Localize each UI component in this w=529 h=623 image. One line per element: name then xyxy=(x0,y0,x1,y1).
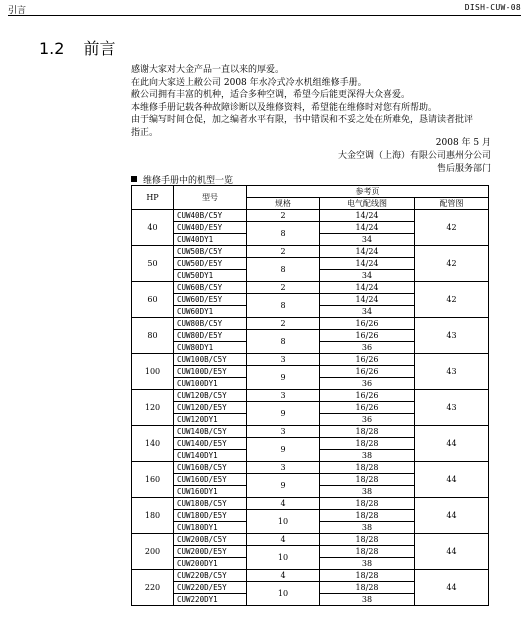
spec-cell: 8 xyxy=(247,294,320,318)
preface-line: 指正。 xyxy=(131,127,159,138)
wiring-cell: 14/24 xyxy=(320,294,415,306)
spec-cell: 2 xyxy=(247,210,320,222)
piping-cell: 42 xyxy=(415,282,489,318)
wiring-cell: 16/26 xyxy=(320,318,415,330)
model-cell: CUW40DY1 xyxy=(174,234,247,246)
spec-cell: 10 xyxy=(247,546,320,570)
wiring-cell: 34 xyxy=(320,306,415,318)
table-row xyxy=(132,390,489,402)
hp-cell: 160 xyxy=(132,462,174,498)
model-cell: CUW100B/C5Y xyxy=(174,354,247,366)
piping-cell: 43 xyxy=(415,318,489,354)
model-cell: CUW200DY1 xyxy=(174,558,247,570)
preface-line: 感谢大家对大金产品一直以来的厚爱。 xyxy=(131,65,285,75)
wiring-cell: 18/28 xyxy=(320,510,415,522)
model-cell: CUW180B/C5Y xyxy=(174,498,247,510)
section-title xyxy=(39,36,116,59)
hp-cell: 180 xyxy=(132,498,174,534)
wiring-cell: 18/28 xyxy=(320,582,415,594)
model-cell: CUW160DY1 xyxy=(174,486,247,498)
model-cell: CUW140D/E5Y xyxy=(174,438,247,450)
header-spec: 规格 xyxy=(247,198,320,210)
model-cell: CUW160D/E5Y xyxy=(174,474,247,486)
model-cell: CUW160B/C5Y xyxy=(174,462,247,474)
table-row xyxy=(132,282,489,294)
table-row xyxy=(132,498,489,510)
piping-cell: 44 xyxy=(415,462,489,498)
signature-block xyxy=(251,137,491,176)
model-cell: CUW140B/C5Y xyxy=(174,426,247,438)
piping-cell: 42 xyxy=(415,246,489,282)
hp-cell: 80 xyxy=(132,318,174,354)
model-cell: CUW80DY1 xyxy=(174,342,247,354)
section-number: 1.2 xyxy=(39,39,65,58)
model-cell: CUW180D/E5Y xyxy=(174,510,247,522)
spec-cell: 9 xyxy=(247,474,320,498)
model-table xyxy=(131,185,489,606)
preface-text xyxy=(131,64,511,140)
table-row xyxy=(132,318,489,330)
hp-cell: 220 xyxy=(132,570,174,606)
header-piping: 配管图 xyxy=(415,198,489,210)
spec-cell: 9 xyxy=(247,438,320,462)
wiring-cell: 14/24 xyxy=(320,282,415,294)
header-hp: HP xyxy=(132,186,174,210)
header-doc-code: DISH-CUW-08 xyxy=(464,3,521,12)
table-row xyxy=(132,426,489,438)
table-row xyxy=(132,462,489,474)
table-row xyxy=(132,534,489,546)
spec-cell: 2 xyxy=(247,318,320,330)
model-cell: CUW50DY1 xyxy=(174,270,247,282)
model-cell: CUW200D/E5Y xyxy=(174,546,247,558)
wiring-cell: 14/24 xyxy=(320,246,415,258)
wiring-cell: 38 xyxy=(320,450,415,462)
hp-cell: 60 xyxy=(132,282,174,318)
model-cell: CUW100D/E5Y xyxy=(174,366,247,378)
model-cell: CUW220DY1 xyxy=(174,594,247,606)
table-row xyxy=(132,354,489,366)
model-cell: CUW120DY1 xyxy=(174,414,247,426)
spec-cell: 9 xyxy=(247,402,320,426)
wiring-cell: 14/24 xyxy=(320,222,415,234)
model-cell: CUW60D/E5Y xyxy=(174,294,247,306)
header-ref-page: 参考页 xyxy=(247,186,489,198)
model-cell: CUW120D/E5Y xyxy=(174,402,247,414)
piping-cell: 44 xyxy=(415,426,489,462)
wiring-cell: 16/26 xyxy=(320,402,415,414)
signature-date: 2008 年 5 月 xyxy=(435,138,491,148)
wiring-cell: 14/24 xyxy=(320,258,415,270)
model-cell: CUW120B/C5Y xyxy=(174,390,247,402)
table-row xyxy=(132,246,489,258)
spec-cell: 2 xyxy=(247,246,320,258)
piping-cell: 43 xyxy=(415,390,489,426)
model-cell: CUW100DY1 xyxy=(174,378,247,390)
preface-line: 本维修手册记载各种故障诊断以及维修资料，希望能在维修时对您有所帮助。 xyxy=(131,102,438,113)
wiring-cell: 16/26 xyxy=(320,354,415,366)
model-cell: CUW40D/E5Y xyxy=(174,222,247,234)
header-model: 型号 xyxy=(174,186,247,210)
spec-cell: 10 xyxy=(247,582,320,606)
model-table-body xyxy=(132,210,489,606)
header-divider xyxy=(8,15,521,16)
piping-cell: 44 xyxy=(415,498,489,534)
wiring-cell: 38 xyxy=(320,558,415,570)
signature-dept: 售后服务部门 xyxy=(436,164,491,174)
wiring-cell: 16/26 xyxy=(320,390,415,402)
spec-cell: 3 xyxy=(247,390,320,402)
model-cell: CUW200B/C5Y xyxy=(174,534,247,546)
wiring-cell: 36 xyxy=(320,414,415,426)
header-wiring: 电气配线图 xyxy=(320,198,415,210)
hp-cell: 100 xyxy=(132,354,174,390)
wiring-cell: 36 xyxy=(320,378,415,390)
preface-line: 在此向大家送上敝公司 2008 年水冷式冷水机组维修手册。 xyxy=(131,77,367,88)
wiring-cell: 18/28 xyxy=(320,438,415,450)
spec-cell: 4 xyxy=(247,498,320,510)
wiring-cell: 38 xyxy=(320,594,415,606)
spec-cell: 9 xyxy=(247,366,320,390)
piping-cell: 44 xyxy=(415,534,489,570)
wiring-cell: 16/26 xyxy=(320,366,415,378)
model-cell: CUW220B/C5Y xyxy=(174,570,247,582)
wiring-cell: 18/28 xyxy=(320,534,415,546)
hp-cell: 50 xyxy=(132,246,174,282)
spec-cell: 4 xyxy=(247,534,320,546)
piping-cell: 43 xyxy=(415,354,489,390)
model-cell: CUW140DY1 xyxy=(174,450,247,462)
wiring-cell: 18/28 xyxy=(320,546,415,558)
wiring-cell: 18/28 xyxy=(320,426,415,438)
wiring-cell: 36 xyxy=(320,342,415,354)
wiring-cell: 18/28 xyxy=(320,498,415,510)
piping-cell: 42 xyxy=(415,210,489,246)
header-chapter: 引言 xyxy=(8,6,27,16)
spec-cell: 3 xyxy=(247,426,320,438)
model-cell: CUW80B/C5Y xyxy=(174,318,247,330)
model-cell: CUW50B/C5Y xyxy=(174,246,247,258)
spec-cell: 8 xyxy=(247,330,320,354)
preface-line: 由于编写时间仓促，加之编者水平有限，书中错误和不妥之处在所难免，恳请读者批评 xyxy=(131,115,474,126)
hp-cell: 40 xyxy=(132,210,174,246)
table-row xyxy=(132,570,489,582)
wiring-cell: 14/24 xyxy=(320,210,415,222)
spec-cell: 4 xyxy=(247,570,320,582)
section-heading: 前言 xyxy=(83,39,116,58)
preface-line: 敝公司拥有丰富的机种，适合多种空调，希望今后能更深得大众喜爱。 xyxy=(131,90,411,101)
model-cell: CUW40B/C5Y xyxy=(174,210,247,222)
spec-cell: 10 xyxy=(247,510,320,534)
spec-cell: 8 xyxy=(247,258,320,282)
model-cell: CUW220D/E5Y xyxy=(174,582,247,594)
table-caption-text: 维修手册中的机型一览 xyxy=(143,176,234,186)
wiring-cell: 34 xyxy=(320,234,415,246)
model-cell: CUW60DY1 xyxy=(174,306,247,318)
wiring-cell: 18/28 xyxy=(320,570,415,582)
wiring-cell: 34 xyxy=(320,270,415,282)
wiring-cell: 18/28 xyxy=(320,462,415,474)
piping-cell: 44 xyxy=(415,570,489,606)
signature-company: 大金空调（上海）有限公司惠州分公司 xyxy=(337,151,491,161)
wiring-cell: 16/26 xyxy=(320,330,415,342)
spec-cell: 2 xyxy=(247,282,320,294)
hp-cell: 120 xyxy=(132,390,174,426)
spec-cell: 3 xyxy=(247,462,320,474)
spec-cell: 3 xyxy=(247,354,320,366)
spec-cell: 8 xyxy=(247,222,320,246)
model-cell: CUW180DY1 xyxy=(174,522,247,534)
model-cell: CUW60B/C5Y xyxy=(174,282,247,294)
wiring-cell: 38 xyxy=(320,486,415,498)
wiring-cell: 38 xyxy=(320,522,415,534)
bullet-square-icon xyxy=(131,176,137,182)
table-row xyxy=(132,210,489,222)
hp-cell: 200 xyxy=(132,534,174,570)
model-cell: CUW50D/E5Y xyxy=(174,258,247,270)
wiring-cell: 18/28 xyxy=(320,474,415,486)
hp-cell: 140 xyxy=(132,426,174,462)
model-cell: CUW80D/E5Y xyxy=(174,330,247,342)
